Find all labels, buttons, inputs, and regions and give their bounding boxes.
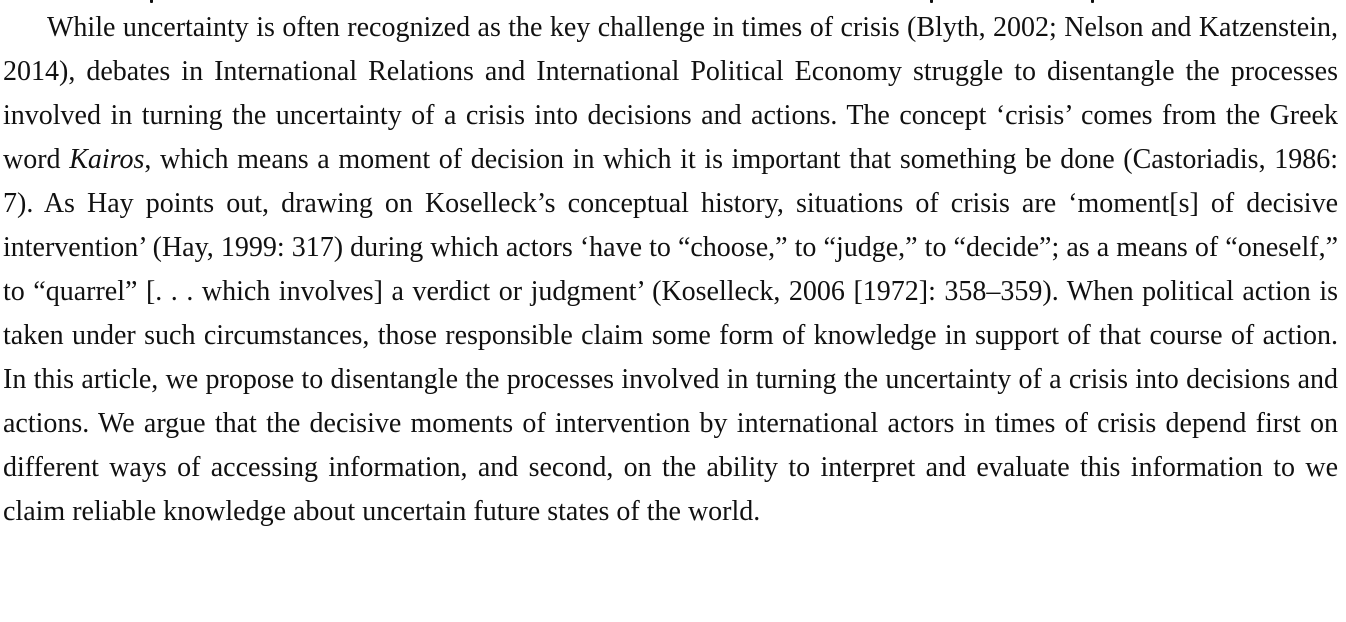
previous-line-fragment	[0, 0, 1346, 4]
paragraph-text-part-1: While uncertainty is often recognized as the key challenge in times of crisis (Blyth, 2002; Nelson and Katzenstein, 2014), debates in International Relations and International Political Economy struggle to disentangle the processes involved in turning the uncertainty of a crisis into decisions and actions. The concept ‘crisis’ comes from the Greek word	[3, 12, 1338, 175]
paragraph-text-part-2: , which means a moment of decision in which it is important that something be done (Castoriadis, 1986: 7). As Hay points out, drawing on Koselleck’s conceptual history, situations of crisis are ‘moment[s] of decisive intervention’ (Hay, 1999: 317) during which actors ‘have to “choose,” to “judge,” to “decide”; as a means of “oneself,” to “quarrel” [. . . which involves] a verdict or judgment’ (Koselleck, 2006 [1972]: 358–359). When political action is taken under such circumstances, those responsible claim some form of knowledge in support of that course of action. In this article, we propose to disentangle the processes involved in turning the uncertainty of a crisis into decisions and actions. We argue that the decisive moments of intervention by international actors in times of crisis depend first on different ways of accessing information, and second, on the ability to interpret and evaluate this information to we claim reliable knowledge about uncertain future states of the world.	[3, 144, 1338, 527]
document-body	[3, 6, 1338, 534]
body-paragraph	[3, 6, 1338, 534]
italic-term-kairos: Kairos	[69, 144, 145, 175]
